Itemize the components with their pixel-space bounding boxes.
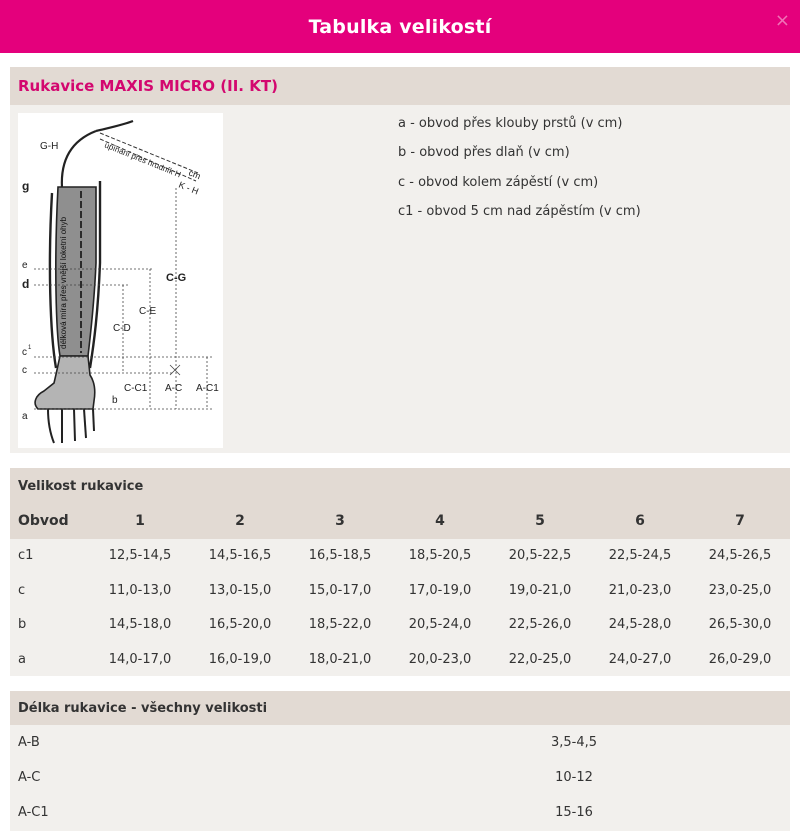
column-header: 4 [435,513,445,530]
label-vertical: délková míra přes vnější loketní ohyb [59,216,68,349]
glove-measurement-diagram [18,113,223,448]
table-cell: 14,5-18,0 [108,617,172,633]
table-row [10,573,790,608]
label-cg: C-G [166,272,187,284]
legend-item-c: c - obvod kolem zápěstí (v cm) [398,174,599,190]
length-name: A-C [18,770,41,785]
table-cell: 20,5-22,5 [508,548,572,564]
table-cell: 20,0-23,0 [408,651,472,667]
list-item [10,795,790,830]
column-header: 5 [535,513,545,530]
table-cell: 26,0-29,0 [708,651,772,667]
table-cell: 16,5-18,5 [308,548,372,564]
table-cell: 23,0-25,0 [708,582,772,598]
table-cell: 18,0-21,0 [308,651,372,667]
length-name: A-B [18,735,40,750]
size-table [10,504,790,677]
table-cell: 15,0-17,0 [308,582,372,598]
label-strap: upínání přes hrudník H [103,140,183,180]
close-icon[interactable]: × [774,10,790,31]
table-cell: 11,0-13,0 [108,582,172,598]
modal-title: Tabulka velikostí [308,15,492,38]
label-a: a [22,411,28,422]
column-header: 3 [335,513,345,530]
table-row [10,539,790,574]
length-value: 15-16 [555,805,593,820]
column-header: 2 [235,513,245,530]
table-cell: 24,5-26,5 [708,548,772,564]
length-value: 3,5-4,5 [550,735,598,750]
table-cell: 17,0-19,0 [408,582,472,598]
sizes-title: Velikost rukavice [10,468,790,504]
row-label: a [18,651,26,667]
label-ac: A-C [165,383,183,394]
list-item [10,725,790,760]
product-title: Rukavice MAXIS MICRO (II. KT) [10,67,790,105]
table-cell: 16,0-19,0 [208,651,272,667]
label-c: c [22,365,27,376]
size-table-header-row [10,504,790,539]
table-row [10,608,790,643]
table-cell: 18,5-22,0 [308,617,372,633]
label-b: b [112,395,118,406]
length-title: Délka rukavice - všechny velikosti [10,691,790,725]
table-cell: 12,5-14,5 [108,548,172,564]
table-cell: 22,5-26,0 [508,617,572,633]
column-header: 6 [635,513,645,530]
modal-header [0,0,800,53]
legend-item-c1: c1 - obvod 5 cm nad zápěstím (v cm) [398,203,641,219]
label-cc1: C-C1 [124,383,148,394]
label-d: d [22,277,30,291]
label-ce: C-E [139,306,157,317]
table-cell: 19,0-21,0 [508,582,572,598]
list-item [10,760,790,795]
table-cell: 14,0-17,0 [108,651,172,667]
label-kh: K - H [177,179,201,197]
product-section [10,67,790,453]
column-header: 7 [735,513,745,530]
label-c1: c [22,347,27,358]
sizes-section [10,468,790,676]
table-cell: 26,5-30,0 [708,617,772,633]
table-cell: 22,5-24,5 [608,548,672,564]
legend-item-a: a - obvod přes klouby prstů (v cm) [398,116,623,131]
table-cell: 24,0-27,0 [608,651,672,667]
legend-item-b: b - obvod přes dlaň (v cm) [398,145,570,161]
table-cell: 24,5-28,0 [608,617,672,633]
measurement-legend [398,115,641,232]
label-c1-sup: 1 [28,345,32,351]
column-header: 1 [135,513,145,530]
table-cell: 13,0-15,0 [208,582,272,598]
length-value: 10-12 [555,770,593,785]
label-cm: cm [187,167,203,182]
length-section [10,691,790,831]
table-cell: 14,5-16,5 [208,548,272,564]
row-label: c [18,582,26,598]
table-row [10,642,790,677]
glove-diagram-svg [18,113,223,448]
table-cell: 21,0-23,0 [608,582,672,598]
row-label: b [18,617,27,633]
table-cell: 20,5-24,0 [408,617,472,633]
table-cell: 18,5-20,5 [408,548,472,564]
label-g: g [22,179,30,193]
label-gh: G-H [40,141,59,152]
label-cd: C-D [113,323,131,334]
table-cell: 16,5-20,0 [208,617,272,633]
label-ac1: A-C1 [196,383,219,394]
label-e: e [22,260,28,271]
length-name: A-C1 [18,805,49,820]
row-label: c1 [18,548,34,564]
column-header: Obvod [18,513,69,530]
table-cell: 22,0-25,0 [508,651,572,667]
